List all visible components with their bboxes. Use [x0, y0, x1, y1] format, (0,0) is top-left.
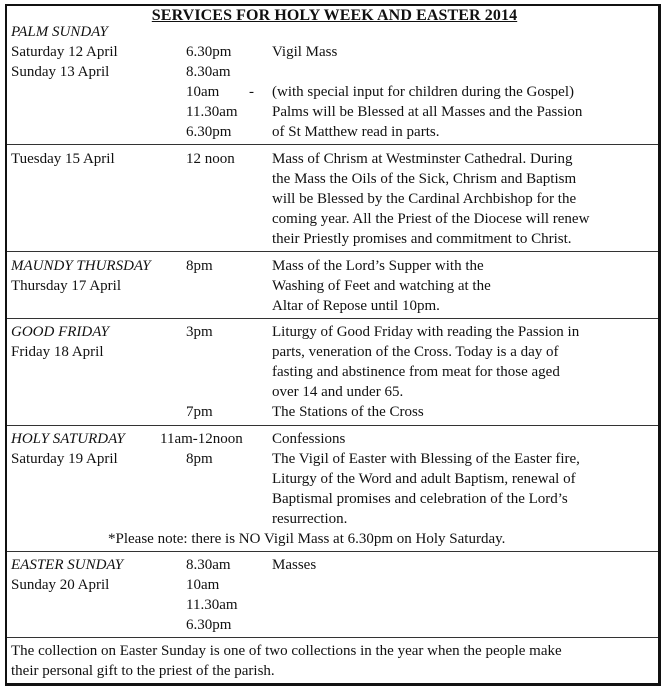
maundy-thursday-day: Thursday 17 April: [11, 278, 121, 294]
divider: [7, 318, 658, 319]
palm-sunday-time3: 10am: [186, 84, 220, 100]
holy-saturday-line: Baptismal promises and celebration of the Lord’s: [272, 491, 568, 507]
maundy-thursday-time: 8pm: [186, 258, 213, 274]
good-friday-day: Friday 18 April: [11, 344, 104, 360]
holy-saturday-line: resurrection.: [272, 511, 348, 527]
easter-sunday-heading: EASTER SUNDAY: [11, 557, 124, 573]
good-friday-time1: 3pm: [186, 324, 213, 340]
tuesday-line: coming year. All the Priest of the Diocese will renew: [272, 211, 590, 227]
good-friday-line: fasting and abstinence from meat for those aged: [272, 364, 560, 380]
holy-saturday-line: Liturgy of the Word and adult Baptism, renewal of: [272, 471, 576, 487]
divider: [7, 637, 658, 638]
good-friday-time2: 7pm: [186, 404, 213, 420]
tuesday-line: the Mass the Oils of the Sick, Chrism and Baptism: [272, 171, 577, 187]
good-friday-desc2: The Stations of the Cross: [272, 404, 424, 420]
holy-saturday-time1: 11am-12noon: [160, 431, 243, 447]
good-friday-heading: GOOD FRIDAY: [11, 324, 109, 340]
palm-sunday-day1: Saturday 12 April: [11, 44, 118, 60]
tuesday-day: Tuesday 15 April: [11, 151, 115, 167]
good-friday-line: Liturgy of Good Friday with reading the Passion in: [272, 324, 580, 340]
palm-sunday-day2: Sunday 13 April: [11, 64, 110, 80]
footer-line: their personal gift to the priest of the parish.: [11, 663, 275, 679]
easter-sunday-desc: Masses: [272, 557, 317, 573]
palm-sunday-time4: 11.30am: [186, 104, 238, 120]
tuesday-line: will be Blessed by the Cardinal Archbishop for the: [272, 191, 577, 207]
palm-sunday-dash: -: [249, 84, 254, 100]
maundy-thursday-line: Washing of Feet and watching at the: [272, 278, 491, 294]
holy-saturday-time2: 8pm: [186, 451, 213, 467]
palm-sunday-desc3: (with special input for children during the Gospel): [272, 84, 575, 100]
palm-sunday-time5: 6.30pm: [186, 124, 232, 140]
notice-title: SERVICES FOR HOLY WEEK AND EASTER 2014: [151, 7, 518, 24]
tuesday-time: 12 noon: [186, 151, 235, 167]
palm-sunday-desc5: of St Matthew read in parts.: [272, 124, 440, 140]
maundy-thursday-line: Mass of the Lord’s Supper with the: [272, 258, 484, 274]
footer-line: The collection on Easter Sunday is one of two collections in the year when the people make: [11, 643, 562, 659]
divider: [7, 144, 658, 145]
easter-sunday-time: 11.30am: [186, 597, 238, 613]
holy-saturday-day: Saturday 19 April: [11, 451, 118, 467]
tuesday-line: Mass of Chrism at Westminster Cathedral. During: [272, 151, 573, 167]
holy-saturday-desc1: Confessions: [272, 431, 346, 447]
good-friday-line: over 14 and under 65.: [272, 384, 404, 400]
palm-sunday-time1: 6.30pm: [186, 44, 232, 60]
palm-sunday-heading: PALM SUNDAY: [11, 24, 108, 40]
divider: [7, 551, 658, 552]
holy-saturday-note: *Please note: there is NO Vigil Mass at 6.30pm on Holy Saturday.: [108, 531, 506, 547]
easter-sunday-time: 10am: [186, 577, 220, 593]
holy-saturday-heading: HOLY SATURDAY: [11, 431, 125, 447]
maundy-thursday-heading: MAUNDY THURSDAY: [11, 258, 151, 274]
tuesday-line: their Priestly promises and commitment to Christ.: [272, 231, 572, 247]
divider: [7, 425, 658, 426]
palm-sunday-desc1: Vigil Mass: [272, 44, 338, 60]
easter-sunday-time: 8.30am: [186, 557, 231, 573]
easter-sunday-time: 6.30pm: [186, 617, 232, 633]
palm-sunday-desc4: Palms will be Blessed at all Masses and the Passion: [272, 104, 583, 120]
holy-saturday-line: The Vigil of Easter with Blessing of the Easter fire,: [272, 451, 580, 467]
divider: [7, 251, 658, 252]
easter-sunday-day: Sunday 20 April: [11, 577, 110, 593]
palm-sunday-time2: 8.30am: [186, 64, 231, 80]
good-friday-line: parts, veneration of the Cross. Today is a day of: [272, 344, 559, 360]
maundy-thursday-line: Altar of Repose until 10pm.: [272, 298, 440, 314]
